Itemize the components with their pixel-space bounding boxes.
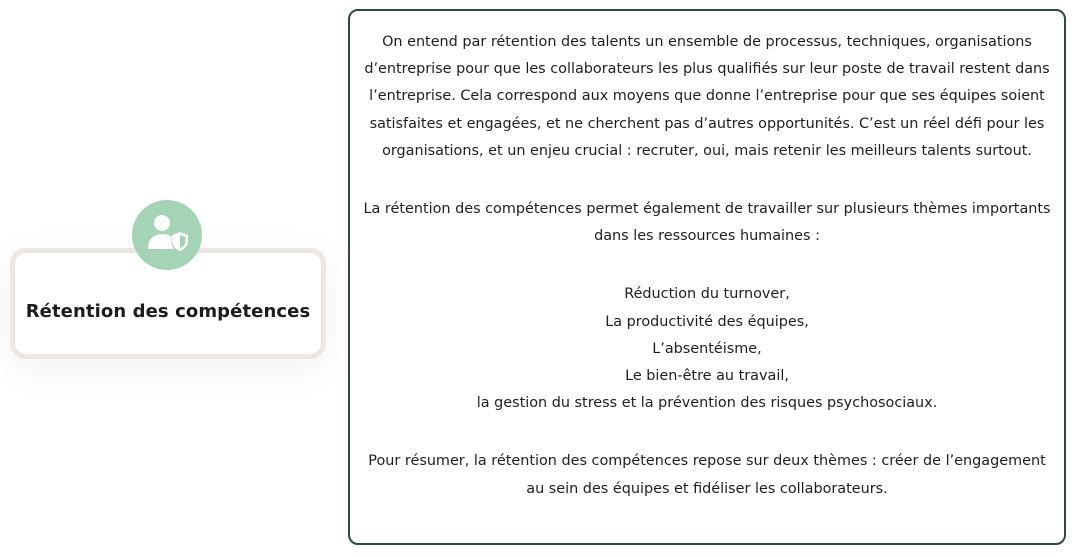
- feature-icon-badge: [132, 200, 202, 270]
- paragraph-themes: La rétention des compétences permet également de travailler sur plusieurs thèmes importants dans les ressources humaines :: [363, 201, 1051, 245]
- feature-title: Rétention des compétences: [25, 301, 311, 322]
- user-shield-icon: [145, 211, 189, 259]
- list-item: la gestion du stress et la prévention des risques psychosociaux.: [476, 395, 938, 412]
- paragraph-intro: On entend par rétention des talents un ensemble de processus, techniques, organisations d’entreprise pour que les collaborateurs les plus qualifiés sur leur poste de travail restent dans l’entreprise. Cela correspond aux moyens que donne l’entreprise pour que ses équipes soient satisfaites et engagées, et ne cherchent pas d’autres opportunités. C’est un réel défi pour les organisations, et un enjeu crucial : recruter, oui, mais retenir les meilleurs talents surtout.: [364, 34, 1050, 159]
- paragraph-summary: Pour résumer, la rétention des compétences repose sur deux thèmes : créer de l’engagement au sein des équipes et fidéliser les collaborateurs.: [368, 453, 1046, 497]
- list-item: La productivité des équipes,: [605, 313, 809, 330]
- list-item: L’absentéisme,: [652, 340, 762, 357]
- themes-list: [360, 281, 1054, 417]
- list-item: Réduction du turnover,: [624, 286, 790, 303]
- description-panel: [348, 9, 1066, 545]
- list-item: Le bien-être au travail,: [625, 368, 789, 385]
